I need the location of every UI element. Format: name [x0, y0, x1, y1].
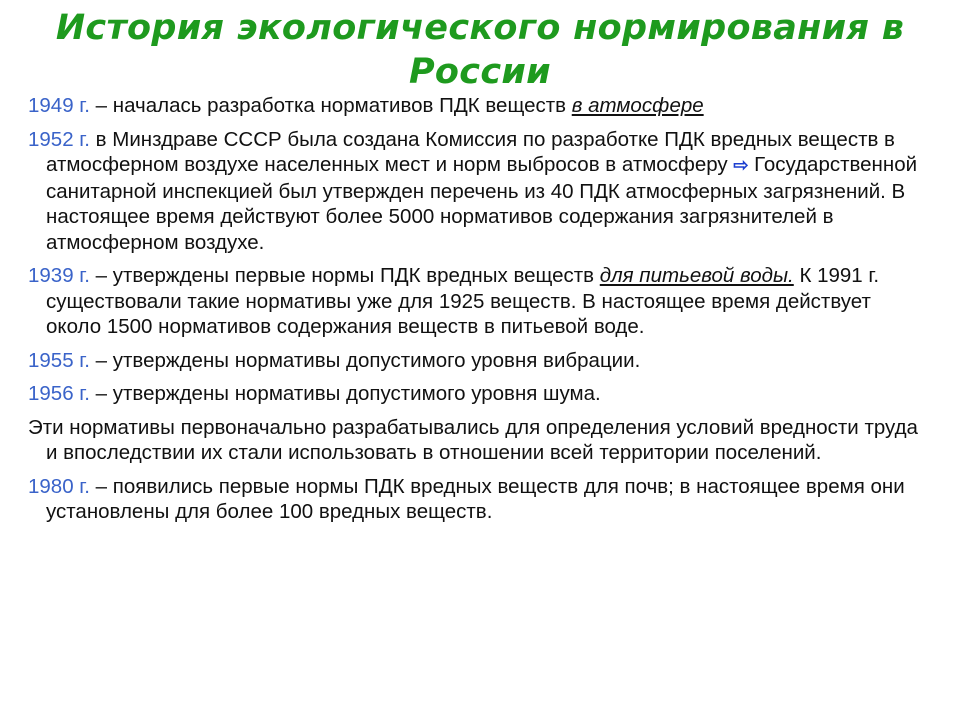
slide-content — [28, 93, 928, 533]
paragraph-1955 — [28, 348, 928, 374]
paragraph-text: – появились первые нормы ПДК вредных веществ для почв; в настоящее время они установлены для более 100 вредных веществ. — [46, 474, 905, 523]
paragraph-1952 — [28, 127, 928, 256]
year-label: 1939 г. — [28, 264, 90, 287]
paragraph-1949 — [28, 93, 928, 119]
paragraph-1980 — [28, 474, 928, 525]
slide-title: История экологического нормирования в России — [55, 8, 905, 92]
year-label: 1952 г. — [28, 127, 90, 151]
year-label: 1955 г. — [28, 348, 90, 372]
paragraph-text: – утверждены нормативы допустимого уровня шума. — [89, 382, 601, 405]
underlined-phrase: для питьевой воды. — [599, 264, 794, 287]
paragraph-1956 — [28, 381, 928, 407]
paragraph-1939 — [28, 263, 928, 340]
underlined-phrase: в атмосфере — [571, 94, 704, 117]
right-arrow-icon: ⇨ — [733, 155, 749, 175]
paragraph-note — [28, 415, 928, 466]
paragraph-text-continued: Государственной санитарной инспекцией был утвержден перечень из 40 ПДК атмосферных загрязнений. В настоящее время действуют более 5000 нормативов содержания загрязнителей в атмосферном воздухе. — [46, 153, 918, 254]
year-label: 1949 г. — [28, 94, 90, 117]
paragraph-text: – утверждены нормативы допустимого уровня вибрации. — [89, 348, 641, 372]
year-label: 1980 г. — [28, 474, 90, 498]
year-label: 1956 г. — [28, 382, 90, 405]
paragraph-text-continued: К 1991 г. существовали такие нормативы уже для 1925 веществ. В настоящее время действует около 1500 нормативов содержания веществ в питьевой воде. — [46, 264, 880, 338]
paragraph-text: Эти нормативы первоначально разрабатывались для определения условий вредности труда и впоследствии их стали использовать в отношении всей территории поселений. — [28, 415, 918, 464]
paragraph-text: – утверждены первые нормы ПДК вредных веществ — [89, 264, 600, 287]
paragraph-text: в Минздраве СССР была создана Комиссия по разработке ПДК вредных веществ в атмосферном воздухе населенных мест и норм выбросов в атмосферу — [46, 127, 895, 176]
paragraph-text: – началась разработка нормативов ПДК веществ — [89, 94, 572, 117]
